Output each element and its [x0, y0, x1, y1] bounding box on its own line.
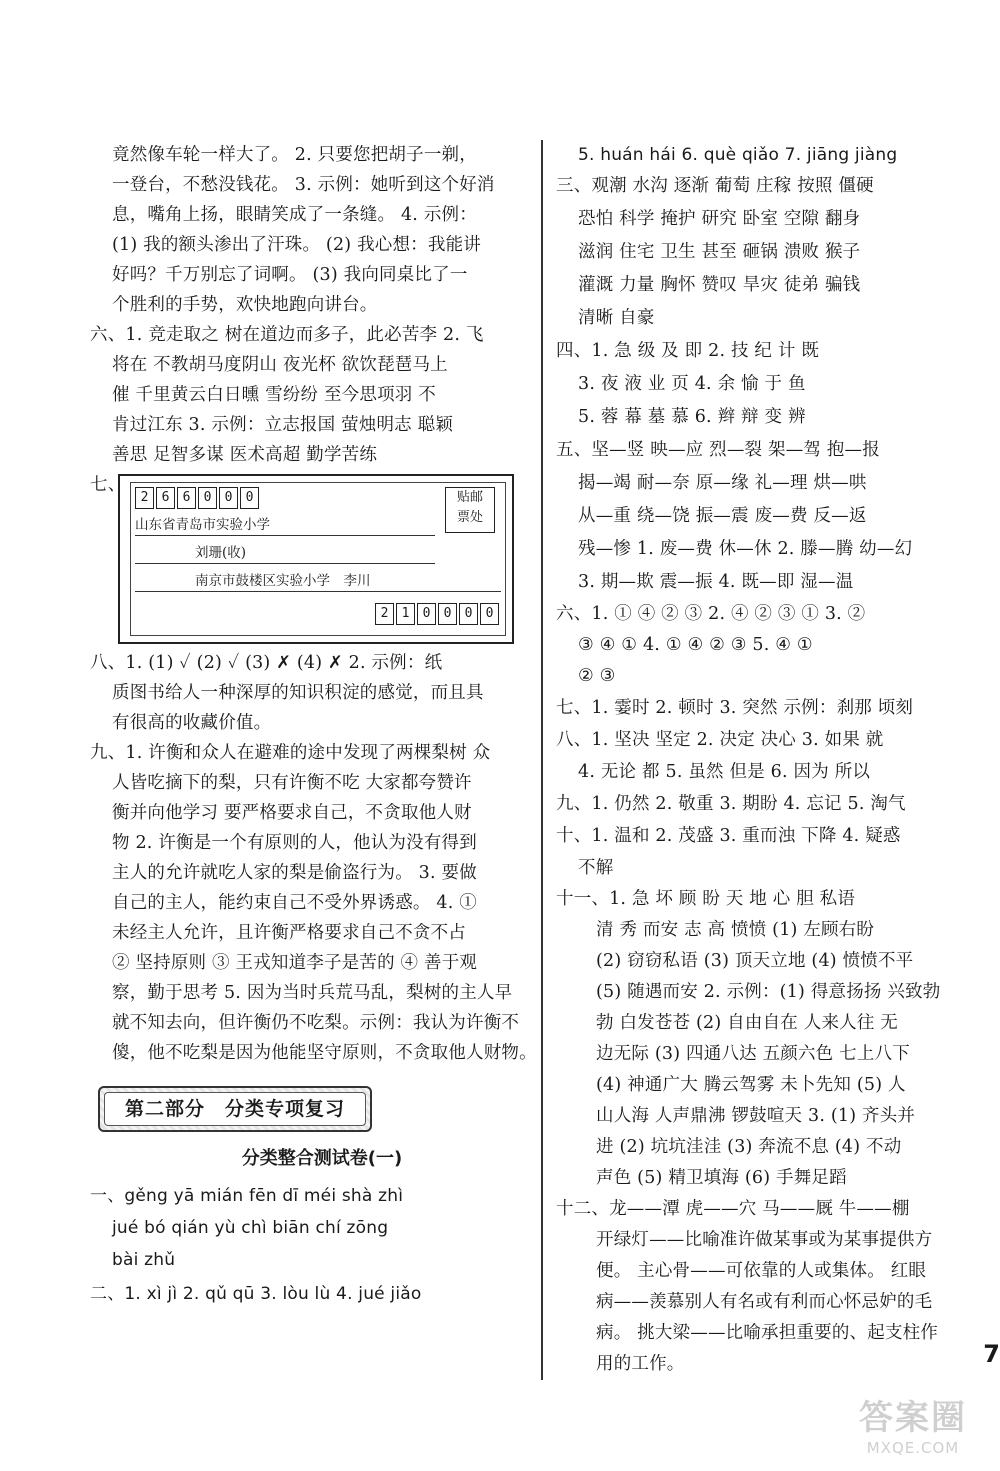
watermark-url: MXQE.COM — [866, 1439, 960, 1457]
watermark-text: 答案圈 — [859, 1398, 967, 1438]
zip-digit: 1 — [396, 603, 415, 625]
pinyin-line: 5. huán hái 6. què qiǎo 7. jiāng jiàng — [578, 145, 898, 165]
zip-digit: 0 — [480, 603, 499, 625]
text-line: ② 坚持原则 ③ 王戎知道李子是苦的 ④ 善于观 — [112, 953, 478, 973]
watermark-logo — [838, 1390, 988, 1462]
section-banner — [98, 1086, 372, 1132]
zip-digit: 6 — [177, 487, 196, 509]
sender-address: 南京市鼓楼区实验小学 李川 — [195, 573, 371, 589]
text-line: 傻，他不吃梨是因为他能坚守原则，不贪取他人财物。 — [112, 1043, 537, 1063]
right-column — [556, 140, 976, 1380]
text-line: 五、坚—竖 映—应 烈—裂 架—驾 抱—报 — [556, 440, 880, 460]
text-line: 不解 — [578, 858, 614, 878]
text-line: 六、1. ① ④ ② ③ 2. ④ ② ③ ① 3. ② — [556, 604, 866, 624]
zip-digit: 0 — [219, 487, 238, 509]
text-line: 个胜利的手势，欢快地跑向讲台。 — [112, 295, 378, 315]
question-label: 七、 — [90, 475, 126, 495]
text-line: 有很高的收藏价值。 — [112, 713, 272, 733]
address-line — [135, 513, 435, 536]
text-line: 3. 夜 液 业 页 4. 余 愉 于 鱼 — [578, 374, 806, 394]
text-line: 勃 白发苍苍 (2) 自由自在 人来人往 无 — [596, 1013, 899, 1033]
text-line: (2) 窃窃私语 (3) 顶天立地 (4) 愤愤不平 — [596, 951, 914, 971]
zip-digit: 0 — [438, 603, 457, 625]
text-line: 自己的主人，能约束自己不受外界诱惑。 4. ① — [112, 893, 477, 913]
text-line: 善思 足智多谋 医术高超 勤学苦练 — [112, 445, 378, 465]
page-number: 7 — [983, 1340, 1000, 1368]
envelope-inner — [130, 482, 506, 636]
text-line: ② ③ — [578, 666, 616, 686]
text-line: 好吗？千万别忘了词啊。 (3) 我向同桌比了一 — [112, 265, 468, 285]
pinyin-line: jué bó qián yù chì biān chí zōng — [112, 1218, 389, 1238]
column-divider — [541, 140, 543, 1380]
text-line: 察，勤于思考 5. 因为当时兵荒马乱，梨树的主人早 — [112, 983, 513, 1003]
text-line: 边无际 (3) 四通八达 五颜六色 七上八下 — [596, 1044, 910, 1064]
text-line: 揭—竭 耐—奈 原—缘 礼—理 烘—哄 — [578, 473, 867, 493]
text-line: 竟然像车轮一样大了。 2. 只要您把胡子一剃， — [112, 145, 477, 165]
text-line: 病——羡慕别人有名或有利而心怀忌妒的毛 — [596, 1292, 933, 1312]
text-line: 四、1. 急 级 及 即 2. 技 纪 计 既 — [556, 341, 820, 361]
stamp-label: 票处 — [456, 510, 483, 525]
section-banner-title: 第二部分 分类专项复习 — [104, 1092, 366, 1126]
text-line: 未经主人允许，且许衡严格要求自己不贪不占 — [112, 923, 466, 943]
stamp-label: 贴邮 — [456, 490, 483, 505]
stamp-box — [445, 487, 495, 533]
text-line: 山人海 人声鼎沸 锣鼓喧天 3. (1) 齐头并 — [596, 1106, 916, 1126]
text-line: 声色 (5) 精卫填海 (6) 手舞足蹈 — [596, 1168, 847, 1188]
text-line: 息，嘴角上扬，眼睛笑成了一条缝。 4. 示例： — [112, 205, 477, 225]
text-line: 九、1. 许衡和众人在避难的途中发现了两棵梨树 众 — [90, 743, 491, 763]
zip-digit: 2 — [375, 603, 394, 625]
text-line: 5. 蓉 幕 墓 慕 6. 辫 辩 变 辨 — [578, 407, 806, 427]
text-line: 六、1. 竞走取之 树在道边而多子，此必苦李 2. 飞 — [90, 325, 484, 345]
text-line: 进 (2) 坑坑洼洼 (3) 奔流不息 (4) 不动 — [596, 1137, 902, 1157]
text-line: 滋润 住宅 卫生 甚至 砸锅 溃败 猴子 — [578, 242, 861, 262]
recipient-line — [135, 541, 435, 564]
envelope — [118, 474, 514, 644]
text-line: 从—重 绕—饶 振—震 废—费 反—返 — [578, 506, 867, 526]
text-line: 三、观潮 水沟 逐渐 葡萄 庄稼 按照 僵硬 — [556, 176, 874, 196]
text-line: 质图书给人一种深厚的知识积淀的感觉，而且具 — [112, 683, 484, 703]
text-line: 十二、龙——潭 虎——穴 马——厩 牛——棚 — [556, 1199, 910, 1219]
text-line: 物 2. 许衡是一个有原则的人，他认为没有得到 — [112, 833, 477, 853]
recipient-address: 山东省青岛市实验小学 — [135, 517, 270, 533]
text-line: 八、1. (1) ✓ (2) ✓ (3) ✗ (4) ✗ 2. 示例：纸 — [90, 653, 443, 673]
pinyin-line: bài zhǔ — [112, 1250, 176, 1270]
text-line: 人皆吃摘下的梨，只有许衡不吃 大家都夸赞许 — [112, 773, 472, 793]
pinyin-line: 二、1. xì jì 2. qǔ qū 3. lòu lù 4. jué jiǎo — [90, 1284, 422, 1304]
text-line: ③ ④ ① 4. ① ④ ② ③ 5. ④ ① — [578, 635, 813, 655]
text-line: 灌溉 力量 胸怀 赞叹 旱灾 徒弟 骗钱 — [578, 275, 861, 295]
text-line: 主人的允许就吃人家的梨是偷盗行为。 3. 要做 — [112, 863, 477, 883]
zip-digit: 0 — [198, 487, 217, 509]
sender-line — [135, 569, 501, 592]
text-line: (4) 神通广大 腾云驾雾 未卜先知 (5) 人 — [596, 1075, 906, 1095]
zip-digit: 0 — [459, 603, 478, 625]
text-line: 将在 不教胡马度阴山 夜光杯 欲饮琵琶马上 — [112, 355, 448, 375]
recipient-name: 刘珊(收) — [195, 545, 247, 561]
text-line: 十、1. 温和 2. 茂盛 3. 重而浊 下降 4. 疑惑 — [556, 826, 901, 846]
text-line: 恐怕 科学 掩护 研究 卧室 空隙 翻身 — [578, 209, 861, 229]
text-line: 残—惨 1. 废—费 休—休 2. 滕—腾 幼—幻 — [578, 539, 913, 559]
zip-digit: 6 — [156, 487, 175, 509]
text-line: 清晰 自豪 — [578, 308, 655, 328]
text-line: 一登台，不愁没钱花。 3. 示例：她听到这个好消 — [112, 175, 495, 195]
text-line: 清 秀 而安 志 高 愤愤 (1) 左顾右盼 — [596, 920, 875, 940]
text-line: 3. 期—欺 震—振 4. 既—即 湿—温 — [578, 572, 854, 592]
envelope-section — [90, 470, 532, 648]
zip-digit: 2 — [135, 487, 154, 509]
text-line: 十一、1. 急 坏 顾 盼 天 地 心 胆 私语 — [556, 889, 856, 909]
text-line: 用的工作。 — [596, 1354, 685, 1374]
text-line: 七、1. 霎时 2. 顿时 3. 突然 示例：刹那 顷刻 — [556, 698, 914, 718]
zip-digit: 0 — [240, 487, 259, 509]
zip-digit: 0 — [417, 603, 436, 625]
zip-to — [375, 603, 499, 625]
zip-from — [135, 487, 259, 509]
text-line: 4. 无论 都 5. 虽然 但是 6. 因为 所以 — [578, 762, 871, 782]
text-line: 衡并向他学习 要严格要求自己，不贪取他人财 — [112, 803, 472, 823]
text-line: 催 千里黄云白日曛 雪纷纷 至今思项羽 不 — [112, 385, 436, 405]
test-title: 分类整合测试卷(一) — [241, 1148, 403, 1169]
text-line: 开绿灯——比喻准许做某事或为某事提供方 — [596, 1230, 933, 1250]
text-line: 便。 主心骨——可依靠的人或集体。 红眼 — [596, 1261, 927, 1281]
left-column — [90, 140, 537, 1312]
text-line: 八、1. 坚决 坚定 2. 决定 决心 3. 如果 就 — [556, 730, 884, 750]
text-line: (1) 我的额头渗出了汗珠。 (2) 我心想：我能讲 — [112, 235, 481, 255]
pinyin-line: 一、gěng yā mián fēn dī méi shà zhì — [90, 1186, 404, 1206]
text-line: 肯过江东 3. 示例：立志报国 萤烛明志 聪颖 — [112, 415, 454, 435]
text-line: 九、1. 仍然 2. 敬重 3. 期盼 4. 忘记 5. 淘气 — [556, 794, 906, 814]
text-line: (5) 随遇而安 2. 示例：(1) 得意扬扬 兴致勃 — [596, 982, 941, 1002]
text-line: 就不知去向，但许衡仍不吃梨。示例：我认为许衡不 — [112, 1013, 520, 1033]
text-line: 病。 挑大梁——比喻承担重要的、起支柱作 — [596, 1323, 939, 1343]
